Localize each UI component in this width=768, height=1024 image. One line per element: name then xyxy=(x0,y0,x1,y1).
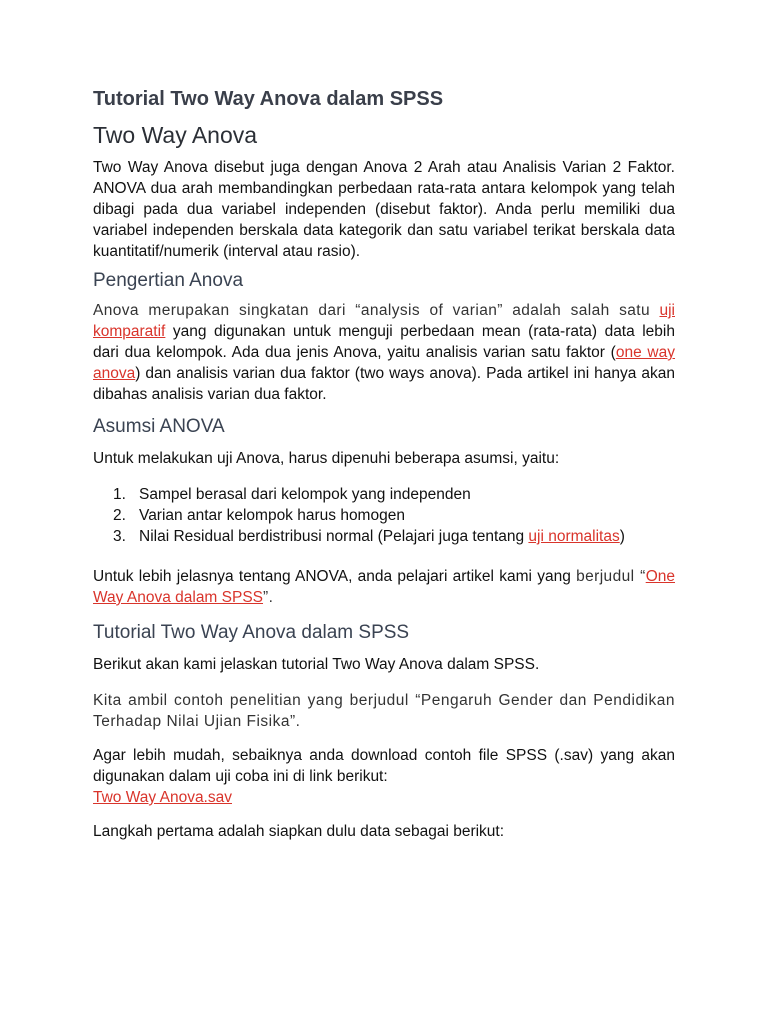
text-segment: Anova merupakan singkatan dari “analysis of varian” adalah salah satu xyxy=(93,302,660,319)
paragraph-asumsi-intro: Untuk melakukan uji Anova, harus dipenuhi beberapa asumsi, yaitu: xyxy=(93,450,560,467)
link-uji-komparatif[interactable]: uji komparatif xyxy=(93,302,675,340)
list-item-text-after: ) xyxy=(619,528,625,545)
link-two-way-anova-sav[interactable]: Two Way Anova.sav xyxy=(93,789,232,806)
heading-asumsi-anova: Asumsi ANOVA xyxy=(93,416,225,437)
paragraph-tutorial-intro: Berikut akan kami jelaskan tutorial Two Way Anova dalam SPSS. xyxy=(93,656,540,673)
link-one-way-anova-dalam-spss[interactable]: One Way Anova dalam SPSS xyxy=(93,568,675,606)
list-item xyxy=(93,484,675,505)
list-item-text: Varian antar kelompok harus homogen xyxy=(139,507,405,524)
text-segment: yang digunakan untuk menguji perbedaan mean (rata-rata) data lebih dari dua kelompok. Ada dua jenis Anova, yaitu analisis varian satu faktor ( xyxy=(93,323,675,361)
paragraph-asumsi-closing xyxy=(93,566,675,608)
list-item-number: 3. xyxy=(113,528,126,545)
heading-two-way-anova: Two Way Anova xyxy=(93,122,258,148)
list-item-text: Sampel berasal dari kelompok yang independen xyxy=(139,486,471,503)
asumsi-list xyxy=(93,484,675,547)
paragraph-pengertian-anova xyxy=(93,300,675,405)
paragraph-contoh-penelitian: Kita ambil contoh penelitian yang berjudul “Pengaruh Gender dan Pendidikan Terhadap Nilai Ujian Fisika”. xyxy=(93,692,675,730)
list-item xyxy=(93,505,675,526)
text-segment: Agar lebih mudah, sebaiknya anda download contoh file SPSS (.sav) yang akan digunakan dalam uji coba ini di link berikut: xyxy=(93,747,675,785)
list-item-number: 2. xyxy=(113,507,126,524)
heading-tutorial-two-way-anova: Tutorial Two Way Anova dalam SPSS xyxy=(93,622,410,643)
text-segment: ”. xyxy=(263,589,274,606)
text-segment: Untuk lebih jelasnya tentang ANOVA, anda pelajari artikel kami yang xyxy=(93,568,577,585)
document-title: Tutorial Two Way Anova dalam SPSS xyxy=(93,88,444,110)
paragraph-download-file xyxy=(93,745,675,808)
paragraph-two-way-anova-definition: Two Way Anova disebut juga dengan Anova 2 Arah atau Analisis Varian 2 Faktor. ANOVA dua arah membandingkan perbedaan rata-rata antara kelompok yang telah dibagi pada dua variabel independen (disebut faktor). Anda perlu memiliki dua variabel independen berskala data kategorik dan satu variabel terikat berskala data kuantitatif/numerik (interval atau rasio). xyxy=(93,159,675,260)
list-item xyxy=(93,526,675,547)
text-segment: ) dan analisis varian dua faktor (two ways anova). Pada artikel ini hanya akan dibahas analisis varian dua faktor. xyxy=(93,365,675,403)
link-uji-normalitas[interactable]: uji normalitas xyxy=(528,528,620,545)
text-segment: berjudul “ xyxy=(576,568,646,585)
list-item-text: Nilai Residual berdistribusi normal (Pelajari juga tentang xyxy=(139,528,529,545)
link-one-way-anova[interactable]: one way anova xyxy=(93,344,675,382)
paragraph-langkah-pertama: Langkah pertama adalah siapkan dulu data sebagai berikut: xyxy=(93,823,505,840)
list-item-number: 1. xyxy=(113,486,126,503)
heading-pengertian-anova: Pengertian Anova xyxy=(93,270,244,291)
